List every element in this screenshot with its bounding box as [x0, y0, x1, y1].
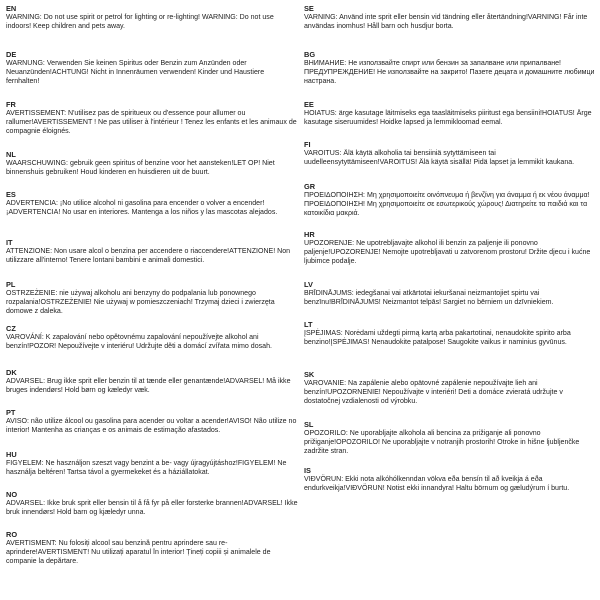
warning-text: WARNUNG: Verwenden Sie keinen Spiritus oder Benzin zum Anzünden oder Neuanzünden!ACHTUNG! Nicht in Innenräumen verwenden! Kinder und Haustiere fernhalten!	[6, 60, 265, 86]
warning-text: ВНИМАНИЕ: Не използвайте спирт или бензин за запалване или припалване!ПРЕДУПРЕЖДЕНИЕ! Не използвайте на закрито! Пазете децата и домашните любимци настрана.	[304, 60, 595, 86]
warning-entry-ro	[6, 530, 298, 566]
warning-text: ADVARSEL: Brug ikke sprit eller benzin til at tænde eller genantænde!ADVARSEL! Må ikke bruges indendørs! Hold børn og kæledyr væk.	[6, 378, 291, 395]
warning-text: VAROVANIE: Na zapálenie alebo opätovné zapálenie nepoužívajte lieh ani benzín!UPOZORNENIE! Nepoužívajte v interiéri! Deti a domáce zvieratá udržujte v dostatočnej vzdialenosti od výrobku.	[304, 380, 563, 406]
warning-text: ĮSPĖJIMAS: Norėdami uždegti pirmą kartą arba pakartotinai, nenaudokite spirito arba benzino!ĮSPĖJIMAS! Nenaudokite patalpose! Saugokite vaikus ir naminius gyvūnus.	[304, 330, 571, 347]
warning-text: ATTENZIONE: Non usare alcol o benzina per accendere o riaccendere!ATTENZIONE! Non utilizzare all'interno! Tenere lontani bambini e animali domestici.	[6, 248, 291, 265]
warning-text: WAARSCHUWING: gebruik geen spiritus of benzine voor het aansteken!LET OP! Niet binnenshuis gebruiken! Houd kinderen en huisdieren uit de buurt.	[6, 160, 275, 177]
language-code: SE	[304, 4, 314, 13]
warning-entry-lt	[304, 320, 596, 347]
warning-text: HOIATUS: ärge kasutage läitmiseks ega taasläitmiseks piiritust ega bensiini!HOIATUS! Ärge kasutage siseruumides! Hoidke lapsed ja lemmikloomad eemal.	[304, 110, 592, 127]
warning-text: FIGYELEM: Ne használjon szeszt vagy benzint a be- vagy újragyújtáshoz!FIGYELEM! Ne használja beltéren! Tartsa távol a gyermekeket és a háziállatokat.	[6, 460, 287, 477]
language-code: CZ	[6, 324, 16, 333]
warning-entry-se	[304, 4, 596, 31]
warning-text: WARNING: Do not use spirit or petrol for lighting or re-lighting! WARNING: Do not use indoors! Keep children and pets away.	[6, 14, 274, 31]
warning-text: BRĪDINĀJUMS: iedegšanai vai atkārtotai iekuršanai neizmantojiet spirtu vai benzīnu!BRĪDINĀJUMS! Neizmantot telpās! Sargiet no bērniem un dzīvniekiem.	[304, 290, 554, 307]
language-code: IS	[304, 466, 311, 475]
warning-entry-it	[6, 238, 298, 265]
warning-entry-hr	[304, 230, 596, 266]
warning-text: UPOZORENJE: Ne upotrebljavajte alkohol ili benzin za paljenje ili ponovno paljenje!UPOZORENJE! Nemojte upotrebljavati u zatvorenom prostoru! Držite djecu i kućne ljubimce podalje.	[304, 240, 591, 266]
language-code: NO	[6, 490, 18, 499]
warning-entry-sl	[304, 420, 596, 456]
language-code: LV	[304, 280, 313, 289]
language-code: EN	[6, 4, 17, 13]
language-code: EE	[304, 100, 314, 109]
warning-text: AVISO: não utilize álcool ou gasolina para acender ou voltar a acender!AVISO! Não utilize no interior! Mantenha as crianças e os animais de estimação afastados.	[6, 418, 297, 435]
warning-entry-pt	[6, 408, 298, 435]
warning-entry-gr	[304, 182, 596, 218]
warning-entry-fr	[6, 100, 298, 136]
warning-entry-dk	[6, 368, 298, 395]
language-code: DK	[6, 368, 17, 377]
warning-entry-fi	[304, 140, 596, 167]
warning-text: OPOZORILO: Ne uporabljajte alkohola ali bencina za prižiganje ali ponovno prižiganje!OPOZORILO! Ne uporabljajte v notranjih prostorih! Otroke in hišne ljubljenčke zadržite stran.	[304, 430, 580, 456]
warning-entry-is	[304, 466, 596, 493]
warning-text: VIÐVÖRUN: Ekki nota alkóhólkenndan vökva eða bensín til að kveikja á eða endurkveikja!VIÐVÖRUN! Notist ekki innandyra! Haltu börnum og gæludýrum í burtu.	[304, 476, 570, 493]
language-code: RO	[6, 530, 18, 539]
warning-text: OSTRZEŻENIE: nie używaj alkoholu ani benzyny do podpalania lub ponownego rozpalania!OSTRZEŻENIE! Nie używaj w pomieszczeniach! Trzymaj dzieci i zwierzęta domowe z daleka.	[6, 290, 275, 316]
warning-entry-lv	[304, 280, 596, 307]
warning-entry-hu	[6, 450, 298, 477]
language-code: FR	[6, 100, 16, 109]
warning-entry-cz	[6, 324, 298, 351]
language-code: NL	[6, 150, 16, 159]
language-code: GR	[304, 182, 316, 191]
warning-entry-no	[6, 490, 298, 517]
warning-entry-en	[6, 4, 298, 31]
language-code: SL	[304, 420, 314, 429]
warning-text: ADVERTENCIA: ¡No utilice alcohol ni gasolina para encender o volver a encender!¡ADVERTENCIA! No usar en interiores. Mantenga a los niños y las mascotas alejados.	[6, 200, 278, 217]
warning-entry-es	[6, 190, 298, 217]
warning-entry-de	[6, 50, 298, 86]
language-code: PT	[6, 408, 16, 417]
language-code: HR	[304, 230, 315, 239]
warning-text: ΠΡΟΕΙΔΟΠΟΙΗΣΗ: Μη χρησιμοποιείτε οινόπνευμα ή βενζίνη για άναμμα ή εκ νέου άναμμα!ΠΡΟΕΙΔΟΠΟΙΗΣΗ! Μη χρησιμοποιείτε σε εσωτερικούς χώρους! Διατηρείτε τα παιδιά και τα κατοικίδια μακριά.	[304, 192, 590, 218]
warning-text: AVERTISSEMENT: N'utilisez pas de spiritueux ou d'essence pour allumer ou rallumer!AVERTISSEMENT ! Ne pas utiliser à l'intérieur ! Tenez les enfants et les animaux de compagnie éloignés.	[6, 110, 297, 136]
language-code: SK	[304, 370, 315, 379]
warning-entry-pl	[6, 280, 298, 316]
warning-entry-nl	[6, 150, 298, 177]
warning-text: VARNING: Använd inte sprit eller bensin vid tändning eller återtändning!VARNING! Får inte användas inomhus! Håll barn och husdjur borta.	[304, 14, 588, 31]
language-code: ES	[6, 190, 16, 199]
warning-text: AVERTISMENT: Nu folosiți alcool sau benzină pentru aprindere sau re-aprindere!AVERTISMENT! Nu utilizați aparatul în interior! Țineți copiii și animalele de companie la depărtare.	[6, 540, 271, 566]
language-code: FI	[304, 140, 311, 149]
warning-entry-ee	[304, 100, 596, 127]
language-code: PL	[6, 280, 16, 289]
language-code: HU	[6, 450, 17, 459]
language-code: BG	[304, 50, 316, 59]
warning-entry-bg	[304, 50, 596, 86]
warning-text: VAROVÁNÍ: K zapalování nebo opětovnému zapalování nepoužívejte alkohol ani benzín!POZOR! Nepoužívejte v interiéru! Udržujte děti a domácí zvířata mimo dosah.	[6, 334, 272, 351]
warning-entry-sk	[304, 370, 596, 406]
warning-text: ADVARSEL: Ikke bruk sprit eller bensin til å få fyr på eller forsterke brannen!ADVARSEL! Ikke bruk innendørs! Hold barn og kjæledyr unna.	[6, 500, 298, 517]
language-code: LT	[304, 320, 313, 329]
warning-text: VAROITUS: Älä käytä alkoholia tai bensiiniä sytyttämiseen tai uudelleensytyttämiseen!VAROITUS! Älä käytä sisällä! Pidä lapset ja lemmikit kaukana.	[304, 150, 575, 167]
language-code: DE	[6, 50, 17, 59]
language-code: IT	[6, 238, 13, 247]
